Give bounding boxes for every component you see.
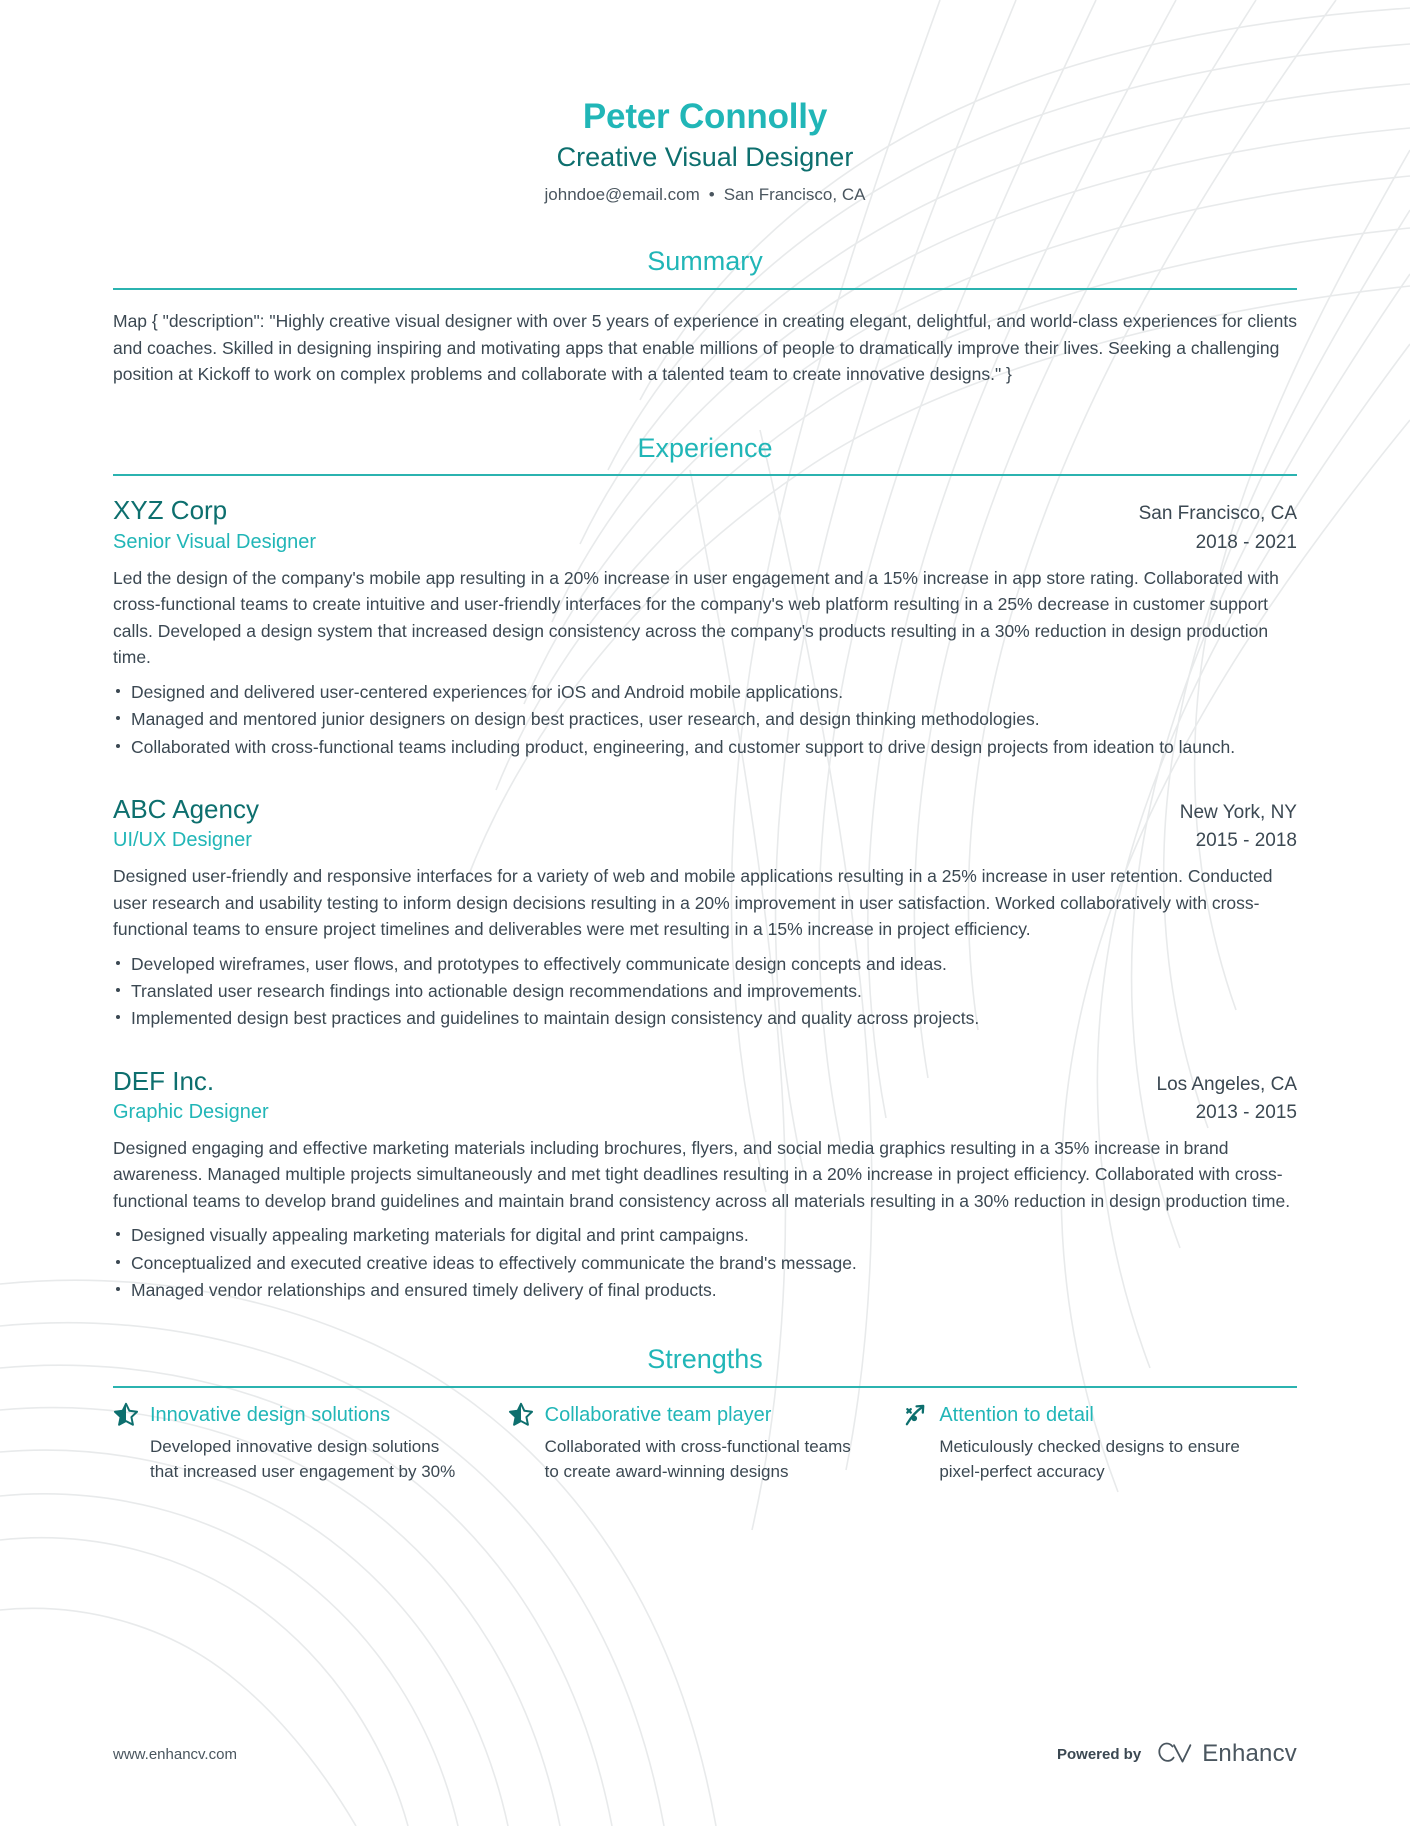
strength-title: Collaborative team player — [544, 1403, 772, 1426]
contact-location: San Francisco, CA — [723, 185, 866, 205]
strength-item — [902, 1402, 1297, 1484]
section-title-experience: Experience — [637, 432, 773, 463]
section-title-summary: Summary — [647, 246, 763, 277]
experience-company: ABC Agency — [113, 793, 259, 824]
section-title-strengths: Strengths — [647, 1344, 763, 1375]
experience-bullet: Conceptualized and executed creative ideas to effectively communicate the brand's message. — [113, 1250, 1297, 1276]
experience-description: Led the design of the company's mobile app resulting in a 20% increase in user engagement and a 15% increase in app store rating. Collaborated with cross-functional teams to create intuitive and user-friendly interfaces for the company's web platform resulting in a 25% decrease in customer support calls. Developed a design system that increased design consistency across the company's products resulting in a 30% reduction in design production time. — [113, 567, 1279, 668]
enhancv-logo — [1155, 1740, 1297, 1768]
experience-subheader-row — [113, 827, 1297, 854]
section-strengths — [113, 1343, 1297, 1484]
resume-footer — [113, 1740, 1297, 1768]
contact-line — [113, 183, 1297, 207]
section-summary — [113, 245, 1297, 388]
half-star-icon — [113, 1402, 139, 1428]
strength-title: Attention to detail — [939, 1403, 1094, 1426]
experience-bullet-list — [113, 1222, 1297, 1303]
experience-item — [113, 793, 1297, 1032]
strength-header — [113, 1402, 468, 1428]
strength-header — [902, 1402, 1257, 1428]
experience-bullet: Managed vendor relationships and ensured timely delivery of final products. — [113, 1277, 1297, 1303]
resume-header — [113, 0, 1297, 207]
experience-body — [113, 476, 1297, 1303]
strength-title: Innovative design solutions — [150, 1403, 391, 1426]
experience-role: Senior Visual Designer — [113, 530, 317, 553]
experience-header-row — [113, 1065, 1297, 1098]
experience-role: UI/UX Designer — [113, 829, 252, 852]
strengths-body — [113, 1388, 1297, 1484]
experience-bullet: Managed and mentored junior designers on design best practices, user research, and design thinking methodologies. — [113, 706, 1297, 732]
contact-email[interactable]: johndoe@email.com — [544, 185, 700, 205]
experience-bullet: Implemented design best practices and guidelines to maintain design consistency and quality across projects. — [113, 1005, 1297, 1031]
experience-role: Graphic Designer — [113, 1101, 269, 1123]
experience-dates: 2015 - 2018 — [1195, 830, 1297, 852]
powered-by-label: Powered by — [1056, 1745, 1142, 1763]
half-star-icon — [508, 1402, 534, 1428]
experience-bullet: Designed visually appealing marketing materials for digital and print campaigns. — [113, 1222, 1297, 1248]
strategy-arrow-icon — [902, 1402, 928, 1428]
experience-company: DEF Inc. — [113, 1065, 215, 1096]
strength-description: Collaborated with cross-functional teams to create award-winning designs — [544, 1436, 851, 1482]
experience-item — [113, 1065, 1297, 1304]
experience-location: Los Angeles, CA — [1156, 1073, 1297, 1095]
experience-description: Designed engaging and effective marketing materials including brochures, flyers, and social media graphics resulting in a 35% increase in brand awareness. Managed multiple projects simultaneously and met tight deadlines resulting in a 20% increase in project efficiency. Collaborated with cross-functional teams to develop brand guidelines and maintain brand consistency across all materials resulting in a 30% reduction in design production time. — [113, 1137, 1291, 1211]
experience-company: XYZ Corp — [113, 495, 228, 526]
experience-bullet: Translated user research findings into actionable design recommendations and improvements. — [113, 978, 1297, 1004]
experience-bullet: Developed wireframes, user flows, and prototypes to effectively communicate design concepts and ideas. — [113, 951, 1297, 977]
enhancv-wordmark: Enhancv — [1202, 1740, 1297, 1767]
experience-bullet: Designed and delivered user-centered experiences for iOS and Android mobile applications. — [113, 679, 1297, 705]
experience-header-row — [113, 793, 1297, 826]
summary-text: Map { "description": "Highly creative visual designer with over 5 years of experience in creating elegant, delightful, and world-class experiences for clients and coaches. Skilled in designing inspiring and motivating apps that enable millions of people to dramatically improve their lives. Seeking a challenging position at Kickoff to work on complex problems and collaborate with a talented team to create innovative designs." } — [113, 310, 1297, 385]
candidate-job-title: Creative Visual Designer — [556, 142, 854, 173]
experience-bullet: Collaborated with cross-functional teams including product, engineering, and customer support to drive design projects from ideation to launch. — [113, 734, 1297, 760]
experience-subheader-row — [113, 1099, 1297, 1126]
strength-item — [508, 1402, 903, 1484]
footer-website[interactable]: www.enhancv.com — [113, 1745, 237, 1763]
strengths-grid — [113, 1402, 1297, 1484]
experience-location: New York, NY — [1179, 801, 1297, 823]
strength-header — [508, 1402, 863, 1428]
experience-bullet-list — [113, 679, 1297, 760]
experience-description: Designed user-friendly and responsive interfaces for a variety of web and mobile applications resulting in a 25% increase in user retention. Conducted user research and usability testing to inform design decisions resulting in a 20% improvement in user satisfaction. Worked collaboratively with cross-functional teams to ensure project timelines and deliverables were met resulting in a 15% increase in project efficiency. — [113, 865, 1273, 940]
experience-item — [113, 494, 1297, 759]
candidate-name: Peter Connolly — [582, 97, 828, 136]
contact-separator: • — [708, 185, 715, 205]
section-experience — [113, 432, 1297, 1304]
strength-description: Meticulously checked designs to ensure pixel-perfect accuracy — [939, 1436, 1240, 1482]
experience-subheader-row — [113, 529, 1297, 556]
summary-body — [113, 290, 1297, 388]
experience-bullet-list — [113, 951, 1297, 1032]
strength-item — [113, 1402, 508, 1484]
footer-branding — [1057, 1740, 1297, 1768]
experience-location: San Francisco, CA — [1138, 503, 1297, 525]
experience-dates: 2018 - 2021 — [1195, 531, 1297, 553]
enhancv-mark-icon — [1155, 1741, 1193, 1767]
experience-header-row — [113, 494, 1297, 527]
experience-dates: 2013 - 2015 — [1195, 1102, 1297, 1123]
strength-description: Developed innovative design solutions that increased user engagement by 30% — [150, 1436, 456, 1482]
